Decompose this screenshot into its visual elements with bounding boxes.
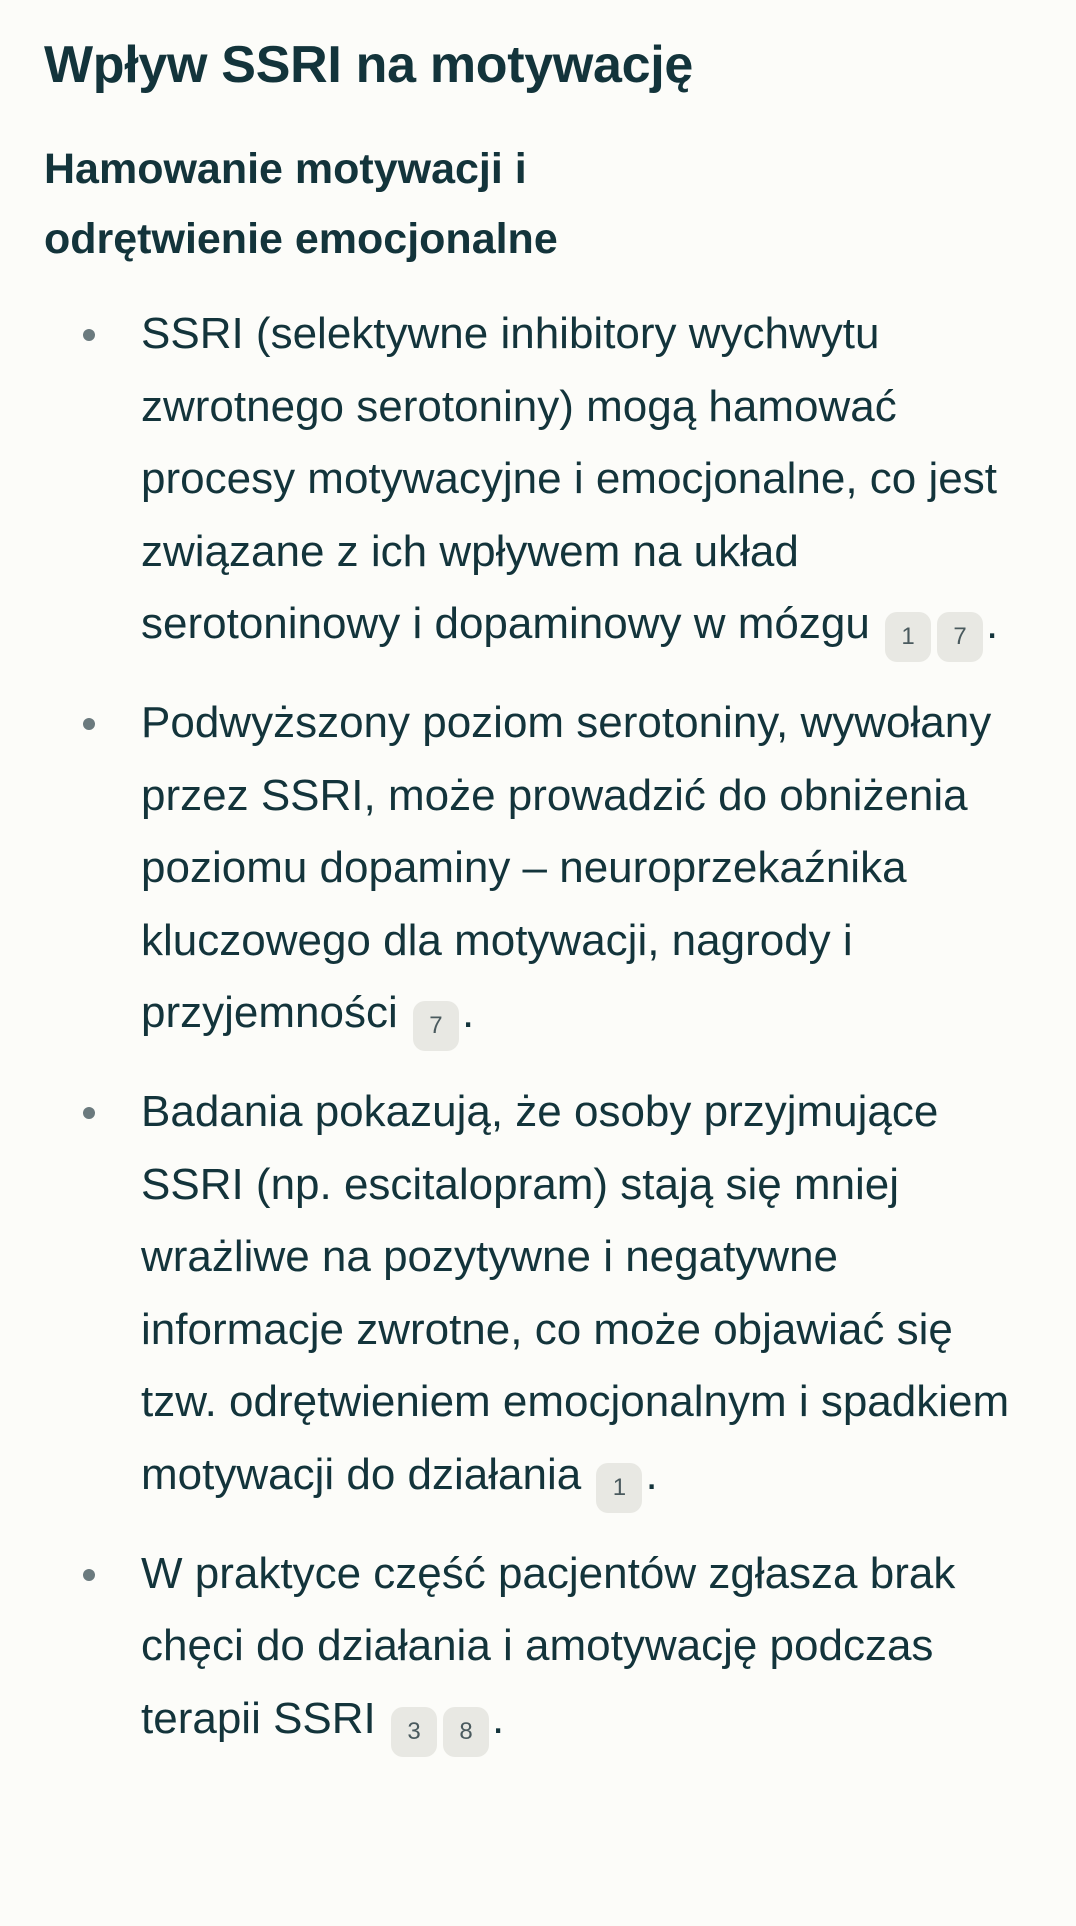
citation-badge[interactable]: 7	[413, 1001, 459, 1051]
bullet-dot-icon	[83, 1569, 95, 1581]
citation-badge[interactable]: 8	[443, 1707, 489, 1757]
citation-badge[interactable]: 3	[391, 1707, 437, 1757]
list-item	[0, 1538, 1076, 1757]
section-heading: Hamowanie motywacji i odrętwienie emocjonalne	[44, 145, 558, 263]
page-title: Wpływ SSRI na motywację	[44, 36, 694, 94]
citation-badge[interactable]: 1	[885, 612, 931, 662]
bullet-end: .	[645, 1449, 658, 1499]
bullet-dot-icon	[83, 1107, 95, 1119]
bullet-text: Badania pokazują, że osoby przyjmujące SSRI (np. escitalopram) stają się mniej wrażliwe na pozytywne i negatywne informacje zwrotne, co może objawiać się tzw. odrętwieniem emocjonalnym i spadkiem motywacji do działania	[141, 1087, 1010, 1499]
citation-badge[interactable]: 1	[596, 1463, 642, 1513]
bullet-end: .	[492, 1693, 505, 1743]
bullet-end: .	[986, 599, 999, 648]
bullet-text: W praktyce część pacjentów zgłasza brak chęci do działania i amotywację podczas terapii SSRI	[141, 1548, 956, 1743]
citation-badge[interactable]: 7	[937, 612, 983, 662]
bullet-dot-icon	[83, 329, 95, 341]
bullet-list	[0, 298, 1076, 1757]
list-item	[0, 1076, 1076, 1513]
bullet-end: .	[461, 988, 475, 1037]
bullet-dot-icon	[83, 718, 95, 730]
list-item	[0, 298, 1076, 662]
list-item	[0, 687, 1076, 1051]
bullet-text: Podwyższony poziom serotoniny, wywołany przez SSRI, może prowadzić do obniżenia poziomu dopaminy – neuroprzekaźnika kluczowego dla motywacji, nagrody i przyjemności	[141, 698, 992, 1037]
bullet-text: SSRI (selektywne inhibitory wychwytu zwrotnego serotoniny) mogą hamować procesy motywacyjne i emocjonalne, co jest związane z ich wpływem na układ serotoninowy i dopaminowy w mózgu	[141, 309, 997, 648]
